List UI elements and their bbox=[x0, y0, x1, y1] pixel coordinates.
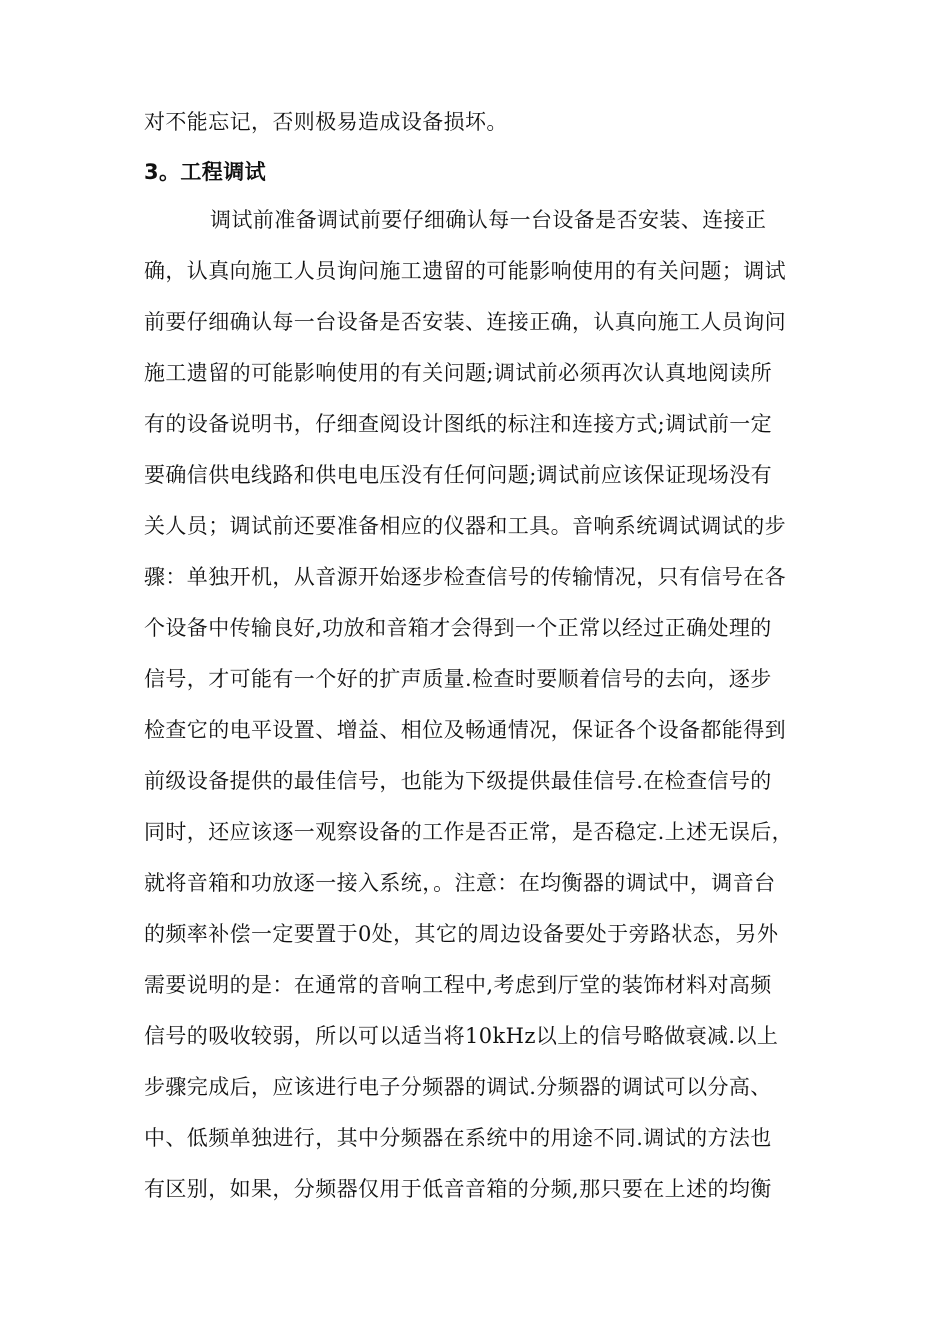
paragraph-line: 骤：单独开机，从音源开始逐步检查信号的传输情况，只有信号在各 bbox=[144, 565, 786, 589]
paragraph-line: 确，认真向施工人员询问施工遗留的可能影响使用的有关问题；调试 bbox=[144, 259, 786, 283]
paragraph-line: 步骤完成后，应该进行电子分频器的调试.分频器的调试可以分高、 bbox=[144, 1075, 772, 1099]
paragraph-line: 个设备中传输良好,功放和音箱才会得到一个正常以经过正确处理的 bbox=[144, 616, 772, 640]
paragraph-line: 关人员；调试前还要准备相应的仪器和工具。音响系统调试调试的步 bbox=[144, 514, 786, 538]
paragraph-line: 施工遗留的可能影响使用的有关问题;调试前必须再次认真地阅读所 bbox=[144, 361, 773, 385]
paragraph-line: 前级设备提供的最佳信号，也能为下级提供最佳信号.在检查信号的 bbox=[144, 769, 772, 793]
paragraph-line: 信号的吸收较弱，所以可以适当将10kHz以上的信号略做衰减.以上 bbox=[144, 1024, 779, 1048]
paragraph-line: 的频率补偿一定要置于0处，其它的周边设备要处于旁路状态，另外 bbox=[144, 922, 779, 946]
paragraph-line: 检查它的电平设置、增益、相位及畅通情况，保证各个设备都能得到 bbox=[144, 718, 786, 742]
paragraph-line: 调试前准备调试前要仔细确认每一台设备是否安装、连接正 bbox=[210, 208, 767, 232]
text-line: 对不能忘记，否则极易造成设备损坏。 bbox=[144, 110, 508, 134]
paragraph-line: 中、低频单独进行，其中分频器在系统中的用途不同.调试的方法也 bbox=[144, 1126, 772, 1150]
paragraph-line: 前要仔细确认每一台设备是否安装、连接正确，认真向施工人员询问 bbox=[144, 310, 786, 334]
paragraph-line: 信号，才可能有一个好的扩声质量.检查时要顺着信号的去向，逐步 bbox=[144, 667, 772, 691]
paragraph-line: 同时，还应该逐一观察设备的工作是否正常，是否稳定.上述无误后， bbox=[144, 820, 794, 844]
paragraph-line: 就将音箱和功放逐一接入系统，。注意：在均衡器的调试中，调音台 bbox=[144, 871, 776, 895]
section-heading: 3。工程调试 bbox=[144, 160, 267, 184]
paragraph-line: 有的设备说明书，仔细查阅设计图纸的标注和连接方式;调试前一定 bbox=[144, 412, 773, 436]
paragraph-line: 有区别，如果，分频器仅用于低音音箱的分频,那只要在上述的均衡 bbox=[144, 1177, 772, 1201]
paragraph-line: 需要说明的是：在通常的音响工程中,考虑到厅堂的装饰材料对高频 bbox=[144, 973, 772, 997]
paragraph-line: 要确信供电线路和供电电压没有任何问题;调试前应该保证现场没有 bbox=[144, 463, 773, 487]
